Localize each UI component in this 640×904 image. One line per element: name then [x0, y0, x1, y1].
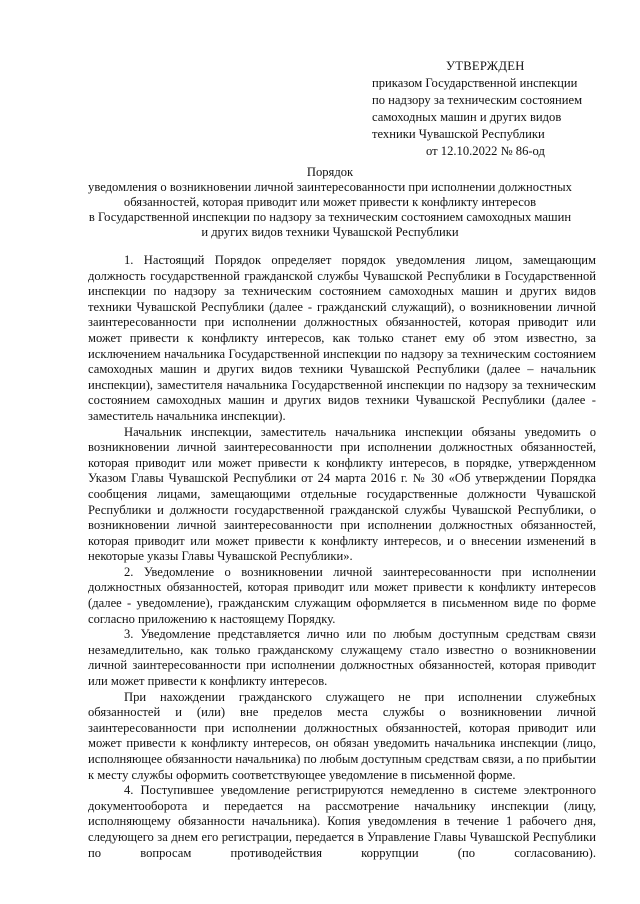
approval-heading: УТВЕРЖДЕН — [446, 59, 525, 73]
approval-line: самоходных машин и других видов — [372, 110, 562, 124]
paragraph: Начальник инспекции, заместитель начальника инспекции обязаны уведомить о возникновении личной заинтересованности при исполнении должностных обязанностей, которая приводит или может привести к конфликту интересов, в порядке, утвержденном Указом Главы Чувашской Республики от 24 марта 2016 г. № 30 «Об утверждении Порядка сообщения лицами, замещающими отдельные государственные должности Чувашской Республики и должности государственной гражданской службы Чувашской Республики, о возникновении личной заинтересованности при исполнении должностных обязанностей, которая приводит или может привести к конфликту интересов, и о внесении изменений в некоторые указы Главы Чувашской Республики». — [88, 424, 596, 564]
paragraph: 3. Уведомление представляется лично или по любым доступным средствам связи незамедлительно, как только гражданскому служащему стало известно о возникновении личной заинтересованности при исполнении должностных обязанностей, которая приводит или может привести к конфликту интересов. — [88, 627, 596, 689]
approval-date: от 12.10.2022 № 86-од — [426, 144, 545, 158]
title-line: и других видов техники Чувашской Республики — [201, 225, 459, 239]
document-body — [88, 253, 596, 861]
approval-block — [372, 58, 612, 160]
title-line: в Государственной инспекции по надзору за техническим состоянием самоходных машин — [88, 210, 572, 224]
approval-line: приказом Государственной инспекции — [372, 76, 578, 90]
title-line: обязанностей, которая приводит или может привести к конфликту интересов — [123, 195, 537, 209]
approval-line: техники Чувашской Республики — [372, 127, 545, 141]
document-title — [60, 165, 600, 240]
approval-line: по надзору за техническим состоянием — [372, 93, 583, 107]
paragraph: 2. Уведомление о возникновении личной заинтересованности при исполнении должностных обязанностей, которая приводит или может привести к конфликту интересов (далее - уведомление), гражданским служащим оформляется в письменном виде по форме согласно приложению к настоящему Порядку. — [88, 564, 596, 626]
paragraph: 4. Поступившее уведомление регистрируются немедленно в системе электронного документооборота и передается на рассмотрение начальнику инспекции (лицу, исполняющему обязанности начальника). Копия уведомления в течение 1 рабочего дня, следующего за днем его регистрации, передается в Управление Главы Чувашской Республики по вопросам противодействия коррупции (по согласованию). — [88, 783, 596, 860]
paragraph: 1. Настоящий Порядок определяет порядок уведомления лицом, замещающим должность государственной гражданской службы Чувашской Республики в Государственной инспекции по надзору за техническим состоянием самоходных машин и других видов техники Чувашской Республики (далее - гражданский служащий), о возникновении личной заинтересованности при исполнении должностных обязанностей, которая приводит или может привести к конфликту интересов, как только станет ему об этом известно, за исключением начальника Государственной инспекции по надзору за техническим состоянием самоходных машин и других видов техники Чувашской Республики (далее – начальник инспекции), заместителя начальника Государственной инспекции по надзору за техническим состоянием самоходных машин и других видов техники Чувашской Республики (далее - заместитель начальника инспекции). — [88, 253, 596, 423]
title-line: уведомления о возникновении личной заинтересованности при исполнении должностных — [88, 180, 572, 194]
title-word: Порядок — [306, 165, 354, 179]
paragraph: При нахождении гражданского служащего не при исполнении служебных обязанностей и (или) вне пределов места службы о возникновении личной заинтересованности при исполнении должностных обязанностей, которая приводит или может привести к конфликту интересов, он обязан уведомить начальника инспекции (лицо, исполняющее обязанности начальника) по любым доступным средствам связи, а по прибытии к месту службы оформить соответствующее уведомление в письменной форме. — [88, 689, 596, 782]
